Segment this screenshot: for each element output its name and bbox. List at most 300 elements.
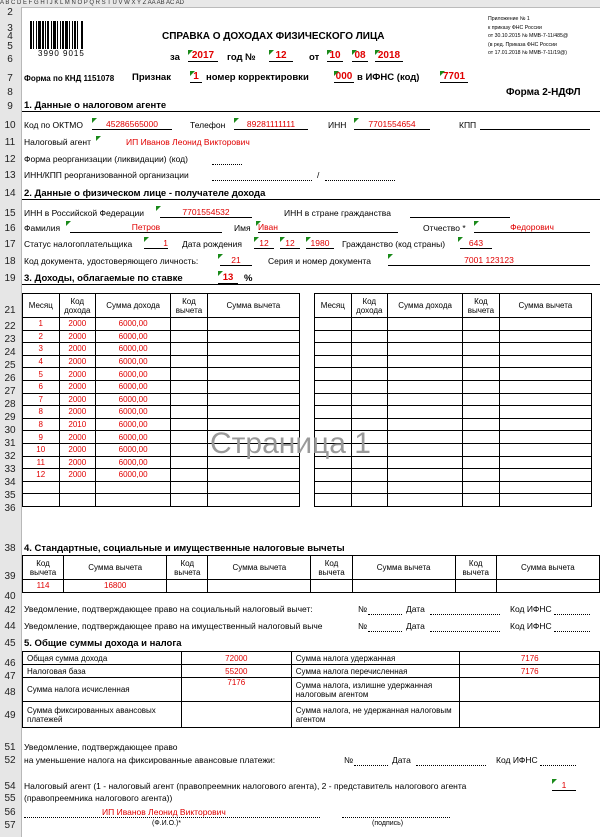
sign-caption: (подпись) [372, 820, 404, 827]
table-cell[interactable] [207, 494, 299, 507]
table-cell[interactable] [207, 380, 299, 393]
row-number: 39 [4, 571, 16, 582]
table-cell[interactable] [388, 481, 463, 494]
row-number: 38 [4, 543, 16, 554]
notice-date-label: Дата [406, 604, 425, 614]
table-cell[interactable] [171, 380, 208, 393]
barcode-bar [30, 21, 32, 49]
slash: / [317, 170, 320, 180]
table-cell[interactable]: 6000,00 [96, 393, 171, 406]
doc-code-label: Код документа, удостоверяющего личность: [24, 256, 199, 266]
table-cell[interactable] [351, 330, 388, 343]
notice-input[interactable] [540, 755, 576, 766]
excess-value[interactable] [460, 678, 600, 702]
row-number: 5 [7, 41, 13, 52]
withheld-label: Сумма налога удержанная [291, 652, 460, 665]
barcode-bar [47, 21, 49, 49]
table-cell[interactable] [171, 318, 208, 331]
row-number: 49 [4, 710, 16, 721]
inc-right-header-2: Сумма дохода [388, 294, 463, 318]
table-cell[interactable] [171, 469, 208, 482]
barcode-bar [65, 21, 68, 49]
table-cell[interactable]: 4 [23, 355, 60, 368]
row-number: 13 [4, 170, 16, 181]
table-cell[interactable] [171, 443, 208, 456]
notice-input[interactable] [416, 755, 486, 766]
table-cell[interactable]: 10 [23, 443, 60, 456]
table-cell[interactable]: 2000 [59, 368, 96, 381]
table-cell[interactable] [388, 393, 463, 406]
ded-amount-header: Сумма вычета [352, 556, 455, 580]
table-cell[interactable] [171, 481, 208, 494]
table-cell[interactable] [23, 481, 60, 494]
table-cell[interactable] [23, 494, 60, 507]
rate-field[interactable]: 13 [218, 272, 238, 284]
ded-code-header: Код вычета [23, 556, 64, 580]
inc-left-header-1: Код дохода [59, 294, 96, 318]
table-cell[interactable] [499, 494, 591, 507]
table-cell[interactable] [388, 418, 463, 431]
ot-label: от [309, 52, 320, 63]
inc-left-header-2: Сумма дохода [96, 294, 171, 318]
notice-input[interactable] [430, 604, 500, 615]
table-cell[interactable] [315, 393, 352, 406]
patronymic-field[interactable]: Федорович [474, 222, 590, 233]
birth-year-field[interactable]: 1980 [306, 238, 334, 249]
citizenship-label: Гражданство (код страны) [342, 239, 446, 249]
patronymic-label: Отчество * [423, 223, 466, 233]
ded-code-cell[interactable]: 114 [23, 580, 64, 593]
za-label: за [170, 52, 180, 63]
oktmo-field[interactable]: 45286565000 [92, 119, 172, 130]
table-cell[interactable] [388, 330, 463, 343]
ded-amount-header: Сумма вычета [496, 556, 599, 580]
table-cell[interactable] [207, 469, 299, 482]
table-cell[interactable]: 2 [23, 330, 60, 343]
table-cell[interactable] [207, 368, 299, 381]
table-cell[interactable] [351, 406, 388, 419]
notice-date-label: Дата [406, 621, 425, 631]
row-number: 3 [7, 23, 13, 34]
table-cell[interactable] [499, 318, 591, 331]
table-cell[interactable] [171, 343, 208, 356]
inn-rf-field[interactable]: 7701554532 [160, 207, 252, 218]
row-number: 55 [4, 793, 16, 804]
total-income-value[interactable]: 72000 [181, 652, 291, 665]
row-number: 24 [4, 347, 16, 358]
table-cell[interactable] [499, 380, 591, 393]
section3-title: 3. Доходы, облагаемые по ставке [24, 273, 183, 284]
row-number: 35 [4, 490, 16, 501]
table-cell[interactable] [499, 431, 591, 444]
notice-ifns-label: Код ИФНС [510, 621, 552, 631]
row-number: 30 [4, 425, 16, 436]
status-field[interactable]: 1 [144, 238, 168, 249]
table-cell[interactable]: 6000,00 [96, 318, 171, 331]
table-cell[interactable] [388, 469, 463, 482]
table-cell[interactable]: 6000,00 [96, 406, 171, 419]
section5-title: 5. Общие суммы дохода и налога [24, 638, 182, 649]
row-number: 17 [4, 239, 16, 250]
table-cell[interactable] [463, 443, 500, 456]
inn-field[interactable]: 7701554654 [354, 119, 430, 130]
row-number: 11 [4, 137, 16, 148]
not-withheld-label: Сумма налога, не удержанная налоговым агентом [291, 702, 460, 728]
income-table-right [314, 293, 592, 507]
not-withheld-value[interactable] [460, 702, 600, 728]
ded-code-header: Код вычета [167, 556, 208, 580]
birth-label: Дата рождения [182, 239, 242, 249]
table-cell[interactable]: 1 [23, 318, 60, 331]
priznak-field[interactable]: 1 [190, 71, 202, 83]
table-cell[interactable] [207, 481, 299, 494]
fixed-value[interactable] [181, 702, 291, 728]
barcode-bar [33, 21, 34, 49]
barcode-bar [74, 21, 76, 49]
table-cell[interactable]: 7 [23, 393, 60, 406]
barcode-bar [57, 21, 58, 49]
table-cell[interactable] [499, 481, 591, 494]
notice-no-label: № [344, 755, 354, 765]
table-cell[interactable] [463, 456, 500, 469]
citizenship-field[interactable]: 643 [460, 238, 492, 249]
table-cell[interactable] [171, 406, 208, 419]
table-cell[interactable] [315, 494, 352, 507]
reorg-kpp-field[interactable] [325, 170, 395, 181]
transferred-value[interactable]: 7176 [460, 665, 600, 678]
table-cell[interactable] [388, 318, 463, 331]
notice-input[interactable] [430, 621, 500, 632]
table-cell[interactable] [463, 393, 500, 406]
barcode-bar [36, 21, 37, 49]
priznak-label: Признак [132, 72, 171, 83]
table-cell[interactable]: 6000,00 [96, 368, 171, 381]
row-number: 56 [4, 807, 16, 818]
barcode-bar [77, 21, 78, 49]
table-cell[interactable]: 2000 [59, 393, 96, 406]
barcode-bar [45, 21, 46, 49]
table-cell[interactable] [351, 318, 388, 331]
barcode-number: 3990 9015 [38, 49, 85, 58]
table-cell[interactable] [171, 393, 208, 406]
table-cell[interactable] [463, 431, 500, 444]
table-cell[interactable]: 8 [23, 406, 60, 419]
table-cell[interactable] [463, 406, 500, 419]
table-cell[interactable] [463, 418, 500, 431]
row-number: 34 [4, 477, 16, 488]
kpp-field[interactable] [480, 119, 590, 130]
row-number: 6 [7, 54, 13, 65]
table-cell[interactable] [171, 418, 208, 431]
table-cell[interactable] [388, 431, 463, 444]
ded-amount-cell[interactable]: 16800 [64, 580, 167, 593]
inn-rf-label: ИНН в Российской Федерации [24, 208, 145, 218]
reorg-inn-field[interactable] [212, 170, 312, 181]
table-cell[interactable]: 2000 [59, 343, 96, 356]
table-cell[interactable] [388, 368, 463, 381]
tax-calc-value[interactable]: 7176 [181, 678, 291, 702]
ifns-field[interactable]: 7701 [440, 71, 468, 83]
withheld-value[interactable]: 7176 [460, 652, 600, 665]
table-cell[interactable]: 6000,00 [96, 343, 171, 356]
table-cell[interactable]: 6000,00 [96, 355, 171, 368]
table-cell[interactable]: 6000,00 [96, 456, 171, 469]
table-cell[interactable]: 6000,00 [96, 330, 171, 343]
year-field[interactable]: 2017 [188, 50, 218, 62]
signer-field[interactable]: ИП Иванов Леонид Викторович [102, 807, 226, 817]
row-number: 14 [4, 188, 16, 199]
table-cell[interactable]: 2010 [59, 418, 96, 431]
tax-calc-label: Сумма налога исчисленная [23, 678, 182, 702]
god-nomer-label: год № [227, 52, 256, 63]
barcode-bar [42, 21, 44, 49]
name-field[interactable]: Иван [258, 222, 398, 233]
table-cell[interactable] [207, 330, 299, 343]
table-cell[interactable] [351, 481, 388, 494]
table-cell[interactable] [207, 318, 299, 331]
table-cell[interactable] [463, 469, 500, 482]
table-cell[interactable] [499, 355, 591, 368]
agent-type-line2: (правопреемника налогового агента)) [24, 793, 173, 803]
table-cell[interactable] [499, 330, 591, 343]
ded-code-header: Код вычета [455, 556, 496, 580]
table-cell[interactable] [388, 456, 463, 469]
surname-label: Фамилия [24, 223, 61, 233]
row-number: 19 [4, 273, 16, 284]
table-cell[interactable] [463, 318, 500, 331]
table-cell[interactable] [315, 330, 352, 343]
table-cell[interactable]: 2000 [59, 406, 96, 419]
barcode-bar [69, 21, 70, 49]
doc-series-label: Серия и номер документа [268, 256, 371, 266]
notice-date-label: Дата [392, 755, 411, 765]
table-cell[interactable] [315, 406, 352, 419]
table-cell[interactable] [499, 393, 591, 406]
row-number: 45 [4, 638, 16, 649]
social-notice-label: Уведомление, подтверждающее право на социальный налоговый вычет: [24, 604, 313, 614]
ded-code-header: Код вычета [311, 556, 352, 580]
table-cell[interactable] [96, 494, 171, 507]
doc-code-field[interactable]: 21 [220, 255, 252, 266]
table-cell[interactable]: 6000,00 [96, 443, 171, 456]
row-number: 40 [4, 591, 16, 602]
doc-series-field[interactable]: 7001 123123 [388, 255, 590, 266]
table-cell[interactable] [59, 481, 96, 494]
row-number: 54 [4, 781, 16, 792]
table-cell[interactable] [463, 343, 500, 356]
date-year-field[interactable]: 2018 [375, 50, 403, 62]
month-field[interactable]: 08 [352, 50, 368, 62]
row-number: 12 [4, 154, 16, 165]
table-cell[interactable] [463, 494, 500, 507]
table-cell[interactable]: 2000 [59, 443, 96, 456]
table-cell[interactable] [207, 393, 299, 406]
section2-title: 2. Данные о физическом лице - получателе дохода [24, 188, 266, 199]
table-cell[interactable]: 2000 [59, 355, 96, 368]
number-field[interactable]: 12 [269, 50, 293, 62]
barcode-bar [60, 21, 61, 49]
table-cell[interactable] [499, 443, 591, 456]
reorg-inn-label: ИНН/КПП реорганизованной организации [24, 170, 189, 180]
barcode-bar [51, 21, 52, 49]
notice-input[interactable] [368, 604, 402, 615]
inc-left-header-4: Сумма вычета [207, 294, 299, 318]
income-table-left [22, 293, 300, 507]
appendix-note: Приложение № 1 к приказу ФНС России от 30.10.2015 № ММВ-7-11/485@ (в ред. Приказа ФНС России от 17.01.2018 № ММВ-7-11/19@) [488, 16, 569, 57]
table-cell[interactable] [388, 343, 463, 356]
table-cell[interactable] [207, 355, 299, 368]
row-number: 48 [4, 687, 16, 698]
table-cell[interactable] [207, 343, 299, 356]
table-cell[interactable]: 6000,00 [96, 431, 171, 444]
agent-type-line1: Налоговый агент (1 - налоговый агент (правопреемник налогового агента), 2 - представитель налогового агента [24, 781, 467, 791]
knd-label: Форма по КНД 1151078 [24, 74, 115, 83]
table-cell[interactable] [351, 380, 388, 393]
notice-input[interactable] [354, 755, 388, 766]
table-cell[interactable] [351, 469, 388, 482]
notice-input[interactable] [554, 621, 590, 632]
status-label: Статус налогоплательщика [24, 239, 133, 249]
row-number: 46 [4, 658, 16, 669]
table-cell[interactable] [315, 481, 352, 494]
row-number: 9 [7, 101, 13, 112]
agent-type-field[interactable]: 1 [552, 780, 576, 791]
table-cell[interactable] [171, 355, 208, 368]
table-cell[interactable]: 2000 [59, 431, 96, 444]
row-number: 28 [4, 399, 16, 410]
table-cell[interactable]: 12 [23, 469, 60, 482]
table-cell[interactable] [388, 380, 463, 393]
table-cell[interactable] [463, 380, 500, 393]
notice-input[interactable] [368, 621, 402, 632]
row-number: 23 [4, 334, 16, 345]
ifns-label: в ИФНС (код) [357, 72, 420, 83]
table-cell[interactable] [315, 343, 352, 356]
surname-field[interactable]: Петров [70, 222, 222, 233]
table-cell[interactable] [59, 494, 96, 507]
property-notice-label: Уведомление, подтверждающее право на имущественный налоговый выче [24, 621, 323, 631]
table-cell[interactable]: 6 [23, 380, 60, 393]
korr-field[interactable]: 000 [335, 71, 353, 82]
table-cell[interactable] [315, 318, 352, 331]
table-cell[interactable] [388, 443, 463, 456]
table-cell[interactable] [315, 355, 352, 368]
ded-amount-cell[interactable] [496, 580, 599, 593]
excess-label: Сумма налога, излишне удержанная налоговым агентом [291, 678, 460, 702]
table-cell[interactable] [388, 355, 463, 368]
table-cell[interactable] [499, 456, 591, 469]
table-cell[interactable]: 8 [23, 418, 60, 431]
birth-day-field[interactable]: 12 [254, 238, 274, 249]
page-watermark: Страница 1 [210, 427, 371, 460]
ded-code-cell[interactable] [311, 580, 352, 593]
table-cell[interactable] [171, 456, 208, 469]
table-cell[interactable]: 5 [23, 368, 60, 381]
table-cell[interactable] [463, 355, 500, 368]
table-cell[interactable] [351, 494, 388, 507]
table-cell[interactable] [463, 368, 500, 381]
table-cell[interactable]: 6000,00 [96, 380, 171, 393]
notice-input[interactable] [554, 604, 590, 615]
row-number: 22 [4, 321, 16, 332]
ded-code-cell[interactable] [167, 580, 208, 593]
row-number: 36 [4, 503, 16, 514]
table-cell[interactable] [388, 406, 463, 419]
table-cell[interactable] [207, 406, 299, 419]
table-cell[interactable] [499, 469, 591, 482]
table-cell[interactable] [388, 494, 463, 507]
row-number-gutter [0, 7, 22, 837]
table-cell[interactable]: 6000,00 [96, 418, 171, 431]
row-number: 33 [4, 464, 16, 475]
table-cell[interactable]: 2000 [59, 456, 96, 469]
ded-amount-cell[interactable] [208, 580, 311, 593]
row-number: 31 [4, 438, 16, 449]
table-cell[interactable] [499, 343, 591, 356]
table-cell[interactable]: 2000 [59, 318, 96, 331]
table-cell[interactable] [315, 368, 352, 381]
table-cell[interactable]: 2000 [59, 469, 96, 482]
day-field[interactable]: 10 [327, 50, 343, 62]
table-cell[interactable] [171, 330, 208, 343]
table-cell[interactable] [171, 368, 208, 381]
barcode [30, 21, 100, 57]
page-title: СПРАВКА О ДОХОДАХ ФИЗИЧЕСКОГО ЛИЦА [162, 31, 385, 42]
reorg-field[interactable] [212, 154, 242, 165]
ded-amount-cell[interactable] [352, 580, 455, 593]
table-cell[interactable]: 2000 [59, 330, 96, 343]
column-header-bar: A B C D E F G H I J K L M N O P Q R S T U V W X Y Z AA AB AC AD [0, 0, 600, 8]
table-cell[interactable] [351, 355, 388, 368]
table-cell[interactable] [463, 330, 500, 343]
table-cell[interactable]: 2000 [59, 380, 96, 393]
table-cell[interactable]: 6000,00 [96, 469, 171, 482]
table-cell[interactable] [315, 469, 352, 482]
ded-amount-header: Сумма вычета [208, 556, 311, 580]
section4-title: 4. Стандартные, социальные и имущественные налоговые вычеты [24, 543, 345, 554]
table-cell[interactable]: 11 [23, 456, 60, 469]
table-cell[interactable] [499, 406, 591, 419]
barcode-bar [53, 21, 56, 49]
table-cell[interactable]: 3 [23, 343, 60, 356]
table-cell[interactable] [499, 418, 591, 431]
table-cell[interactable] [351, 343, 388, 356]
table-cell[interactable] [351, 393, 388, 406]
inc-right-header-4: Сумма вычета [499, 294, 591, 318]
table-cell[interactable] [315, 380, 352, 393]
notice-no-label: № [358, 604, 368, 614]
agent-field[interactable]: ИП Иванов Леонид Викторович [126, 137, 250, 147]
table-cell[interactable] [463, 481, 500, 494]
tax-base-value[interactable]: 55200 [181, 665, 291, 678]
row-number: 25 [4, 360, 16, 371]
table-cell[interactable] [96, 481, 171, 494]
table-cell[interactable] [171, 431, 208, 444]
table-cell[interactable] [351, 368, 388, 381]
table-cell[interactable] [171, 494, 208, 507]
table-cell[interactable] [499, 368, 591, 381]
ded-code-cell[interactable] [455, 580, 496, 593]
row-number: 29 [4, 412, 16, 423]
row-number: 4 [7, 31, 13, 42]
inn-foreign-field[interactable] [410, 207, 510, 218]
phone-field[interactable]: 89281111111 [234, 119, 308, 130]
fixed-label: Сумма фиксированных авансовых платежей [23, 702, 182, 728]
ded-amount-header: Сумма вычета [64, 556, 167, 580]
row-number: 26 [4, 373, 16, 384]
table-cell[interactable]: 9 [23, 431, 60, 444]
birth-month-field[interactable]: 12 [280, 238, 300, 249]
